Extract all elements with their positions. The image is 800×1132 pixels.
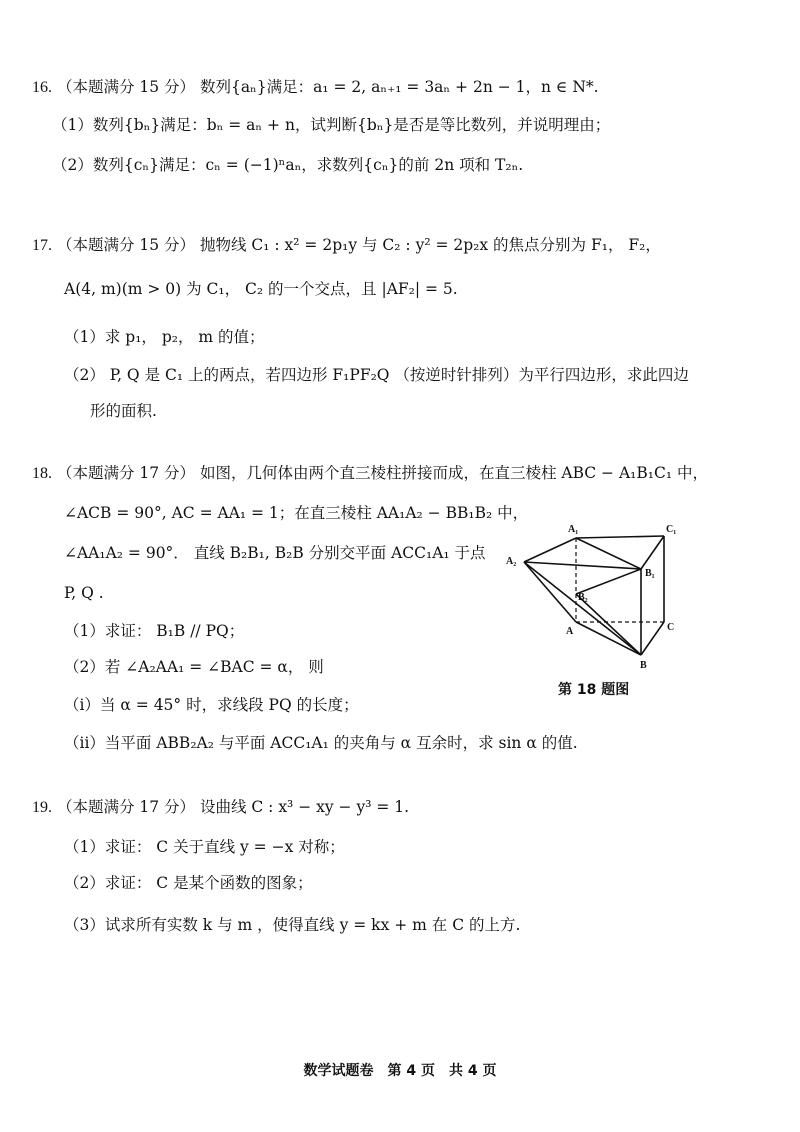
edge-c-b xyxy=(641,622,664,655)
question-text-line: ∠ACB = 90°, AC = AA₁ = 1；在直三棱柱 AA₁A₂ − BB₁B₂ 中， xyxy=(64,504,529,522)
question-number: 16. xyxy=(32,79,52,96)
label-a1: A₁ xyxy=(568,524,579,535)
subquestion-1: （1）求证： C 关于直线 y = −x 对称； xyxy=(64,838,345,856)
subquestion-1: （1）数列{bₙ}满足：bₙ = aₙ + n，试判断{bₙ}是否是等比数列，并说明理由； xyxy=(52,116,611,134)
label-c: C xyxy=(667,622,675,633)
edge-c1-b1 xyxy=(641,536,664,569)
figure-hidden-edges xyxy=(576,538,664,622)
question-text: 设曲线 C : x³ − xy − y³ = 1. xyxy=(199,798,410,816)
question-number: 17. xyxy=(32,237,52,254)
question-text-line: ∠AA₁A₂ = 90°． 直线 B₂B₁, B₂B 分别交平面 ACC₁A₁ 于点 xyxy=(64,544,486,562)
subquestion-2-cont: 形的面积. xyxy=(90,402,157,420)
edge-a-b xyxy=(576,622,641,655)
edge-a1-b1 xyxy=(576,538,641,569)
question-score: （本题满分 17 分） xyxy=(56,798,196,816)
subquestion-2: （2）数列{cₙ}满足：cₙ = (−1)ⁿaₙ，求数列{cₙ}的前 2n 项和 T₂ₙ. xyxy=(52,156,524,174)
figure-caption: 第 18 题图 xyxy=(558,682,630,698)
question-score: （本题满分 15 分） xyxy=(56,78,196,96)
edge-b2-b xyxy=(576,594,641,655)
label-b1: B₁ xyxy=(645,568,655,579)
question-text: 数列{aₙ}满足：a₁ = 2, aₙ₊₁ = 3aₙ + 2n − 1，n ∈ N*. xyxy=(199,78,599,96)
question-text-line: P, Q . xyxy=(64,584,104,602)
question-text-line: A(4, m)(m > 0) 为 C₁， C₂ 的一个交点，且 |AF₂| = 5. xyxy=(64,280,458,298)
subquestion-2-ii: （ii）当平面 ABB₂A₂ 与平面 ACC₁A₁ 的夹角与 α 互余时，求 sin α 的值. xyxy=(64,734,578,752)
page-footer: 数学试题卷 第 4 页 共 4 页 xyxy=(303,1063,497,1079)
label-b2: B₂ xyxy=(578,592,588,603)
subquestion-3: （3）试求所有实数 k 与 m ，使得直线 y = kx + m 在 C 的上方. xyxy=(64,916,521,934)
subquestion-1: （1）求证： B₁B // PQ； xyxy=(64,622,245,640)
edge-a2-b1 xyxy=(524,562,641,569)
subquestion-2: （2）求证： C 是某个函数的图象； xyxy=(64,874,313,892)
subquestion-2: （2） P, Q 是 C₁ 上的两点，若四边形 F₁PF₂Q （按逆时针排列）为平行四边形，求此四边 xyxy=(64,366,689,384)
edge-a1-c1 xyxy=(576,536,664,538)
question-text: 抛物线 C₁ : x² = 2p₁y 与 C₂ : y² = 2p₂x 的焦点分别为 F₁， F₂， xyxy=(199,236,661,254)
label-a2: A₂ xyxy=(506,556,517,567)
label-b: B xyxy=(640,660,647,671)
subquestion-2: （2）若 ∠A₂AA₁ = ∠BAC = α， 则 xyxy=(64,658,324,676)
subquestion-2-i: （i）当 α = 45° 时，求线段 PQ 的长度； xyxy=(64,696,359,714)
question-score: （本题满分 17 分） xyxy=(56,464,196,482)
edge-a2-a1 xyxy=(524,538,576,562)
geometry-figure xyxy=(500,518,700,678)
figure-solid-edges xyxy=(524,536,664,655)
question-score: （本题满分 15 分） xyxy=(56,236,196,254)
label-a: A xyxy=(566,626,574,637)
question-number: 19. xyxy=(32,799,52,816)
question-number: 18. xyxy=(32,465,52,482)
edge-a2-a xyxy=(524,562,576,622)
subquestion-1: （1）求 p₁， p₂， m 的值； xyxy=(64,328,265,346)
question-text: 如图，几何体由两个直三棱柱拼接而成，在直三棱柱 ABC − A₁B₁C₁ 中， xyxy=(199,464,708,482)
edge-b2-b1 xyxy=(576,569,641,594)
label-c1: C₁ xyxy=(666,524,677,535)
